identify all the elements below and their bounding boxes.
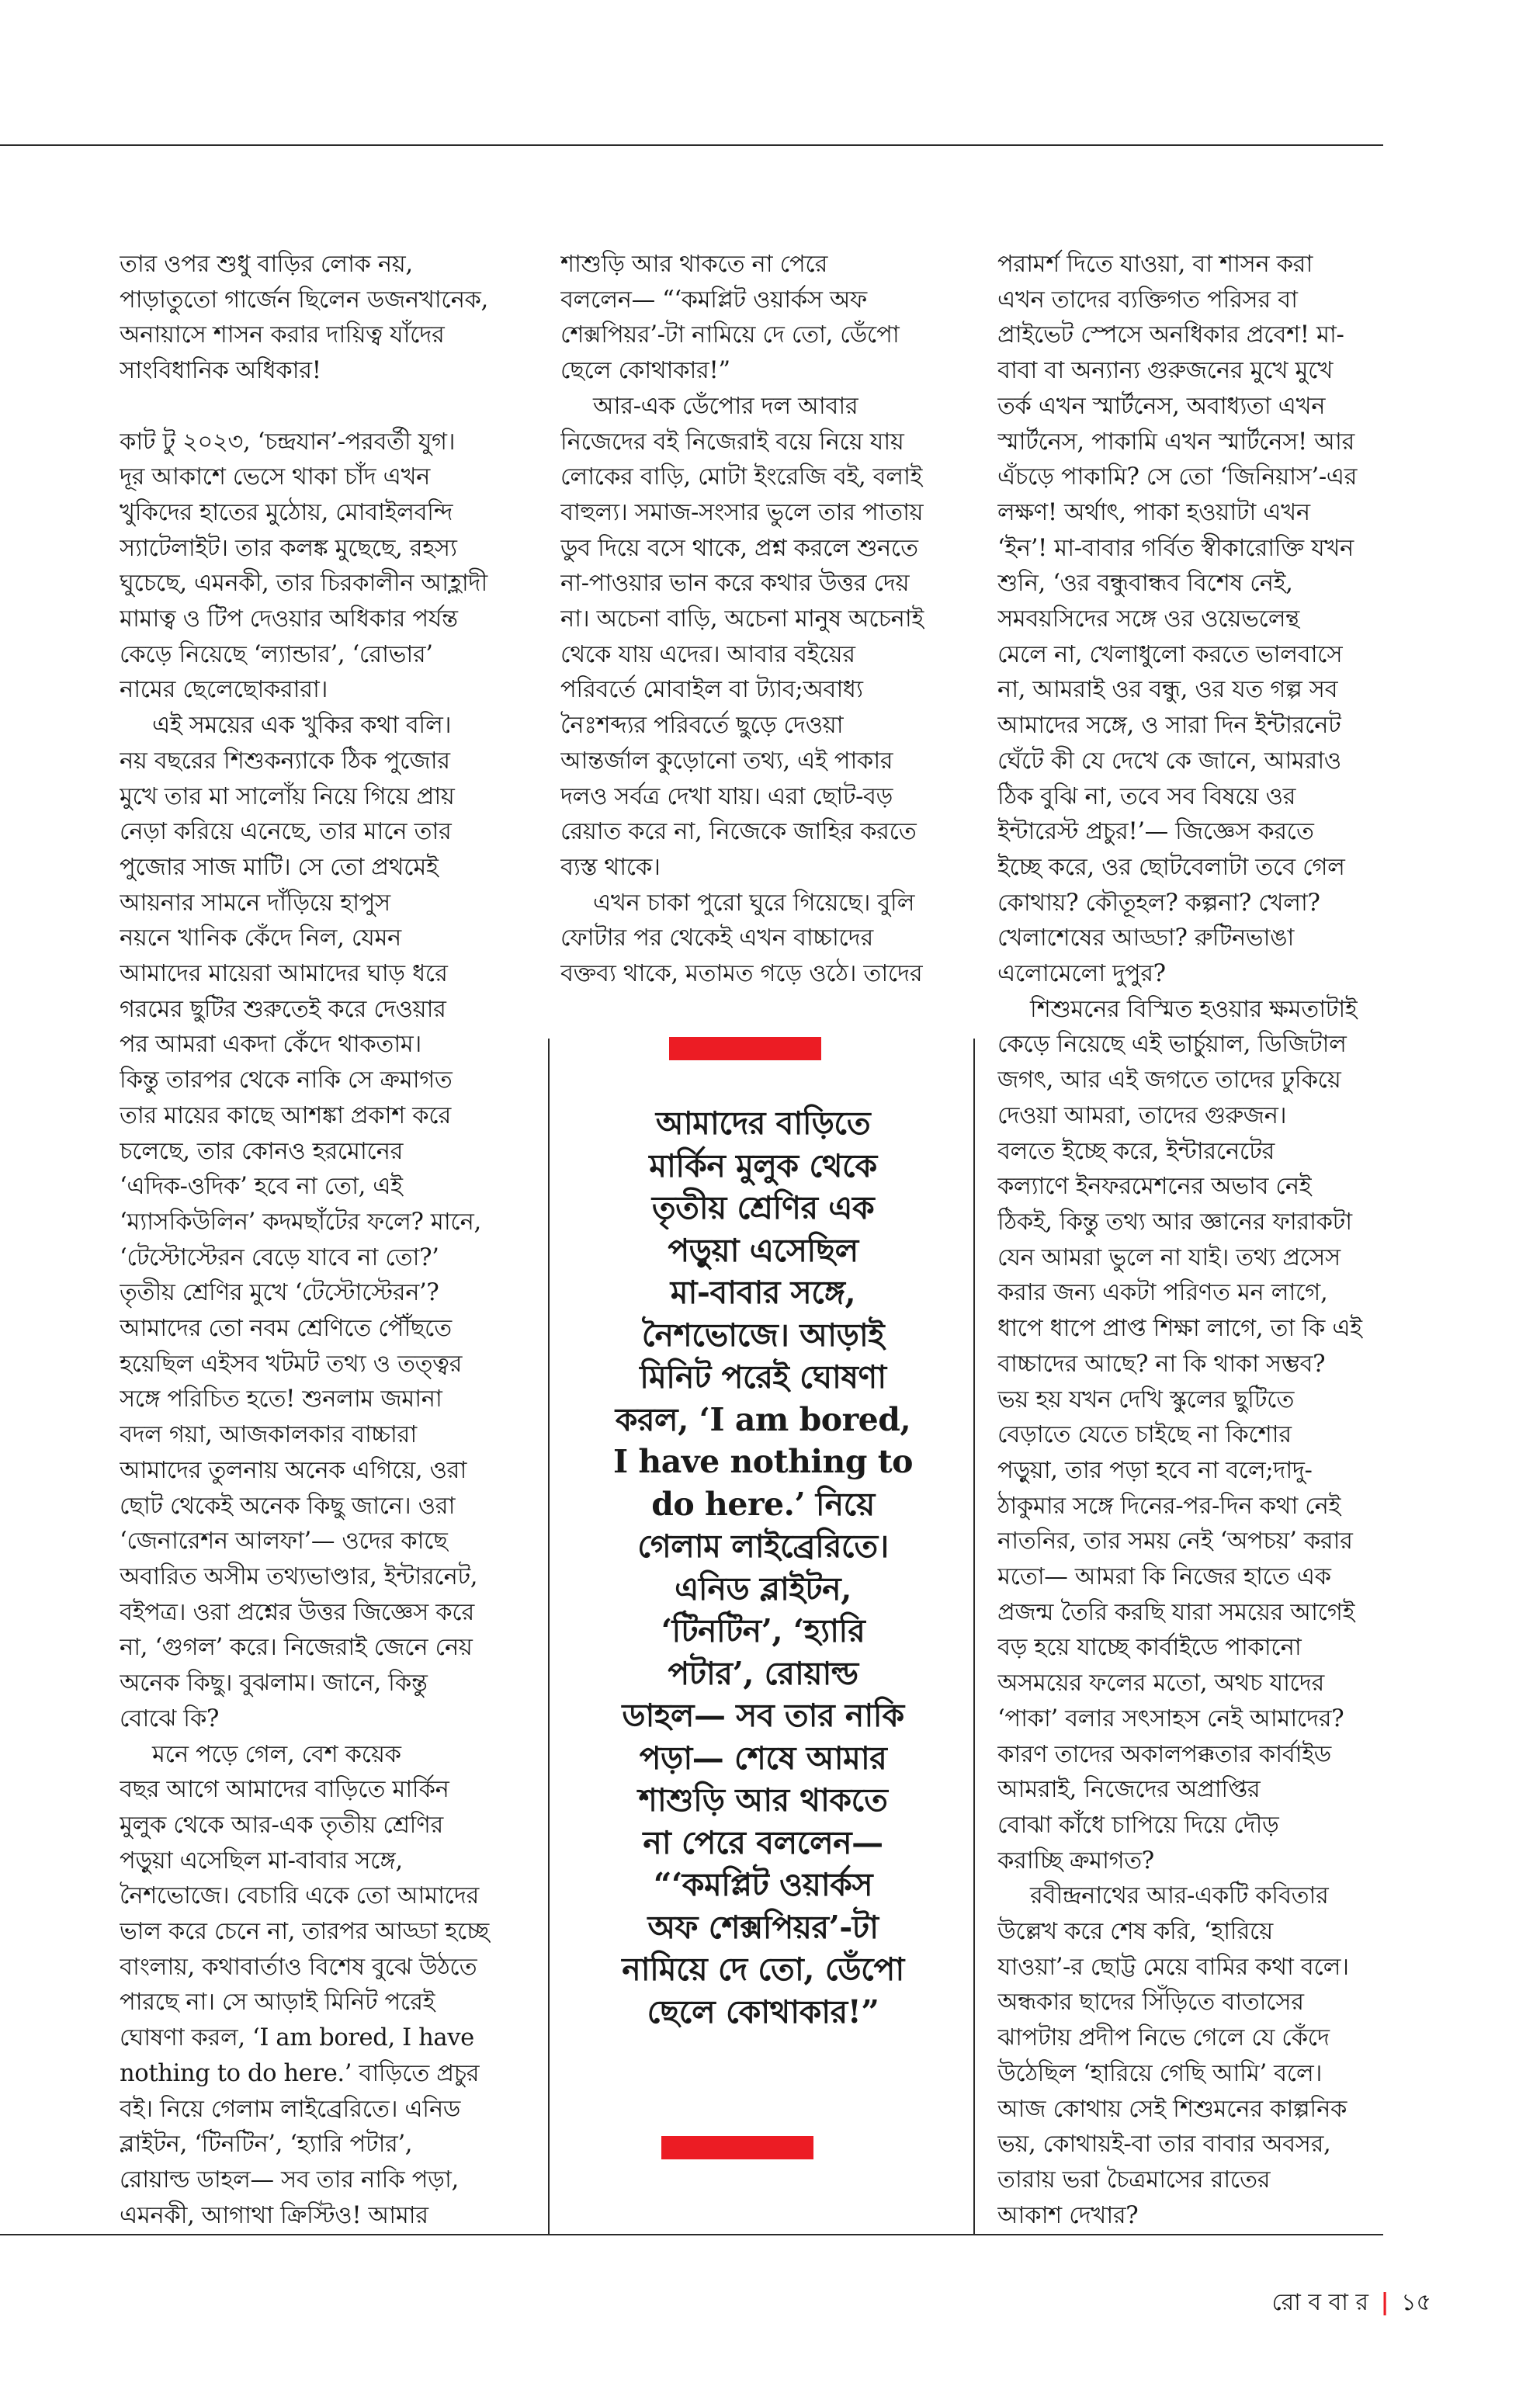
- pullquote-line: তৃতীয় শ্রেণির এক: [651, 1189, 875, 1226]
- text-line: ভয়, কোথায়ই-বা তার বাবার অবসর,: [997, 2131, 1331, 2159]
- pullquote-line: I have nothing to: [612, 1443, 914, 1480]
- column-divider: [548, 1039, 550, 2234]
- text-line: নয় বছরের শিশুকন্যাকে ঠিক পুজোর: [120, 747, 450, 775]
- article-column-2: [560, 247, 962, 992]
- text-line: এলোমেলো দুপুর?: [997, 960, 1166, 988]
- text-line: কোথায়? কৌতূহল? কল্পনা? খেলা?: [997, 889, 1320, 917]
- text-line: পরিবর্তে মোবাইল বা ট্যাব;অবাধ্য: [560, 676, 863, 704]
- text-line: শিশুমনের বিস্মিত হওয়ার ক্ষমতাটাই: [1030, 995, 1358, 1023]
- text-line: বাচ্চাদের আছে? না কি থাকা সম্ভব?: [997, 1350, 1326, 1378]
- text-line: ‘এদিক-ওদিক’ হবে না তো, এই: [120, 1173, 403, 1201]
- text-line: পুজোর সাজ মাটি। সে তো প্রথমেই: [120, 853, 439, 881]
- text-line: গরমের ছুটির শুরুতেই করে দেওয়ার: [120, 995, 446, 1023]
- text-line: ঠিক বুঝি না, তবে সব বিষয়ে ওর: [997, 782, 1296, 810]
- text-line: ভাল করে চেনে না, তারপর আড্ডা হচ্ছে: [120, 1918, 489, 1946]
- pullquote-line: নামিয়ে দে তো, ডেঁপো: [622, 1951, 904, 1988]
- text-line: নয়নে খানিক কেঁদে নিল, যেমন: [120, 924, 401, 952]
- text-line: পাড়াতুতো গার্জেন ছিলেন ডজনখানেক,: [120, 286, 488, 314]
- text-line: না-পাওয়ার ভান করে কথার উত্তর দেয়: [560, 570, 910, 598]
- page-number: ১৫: [1401, 2289, 1431, 2316]
- text-line: খুকিদের হাতের মুঠোয়, মোবাইলবন্দি: [120, 498, 453, 526]
- text-line: পরামর্শ দিতে যাওয়া, বা শাসন করা: [997, 251, 1313, 278]
- text-line: তৃতীয় শ্রেণির মুখে ‘টেস্টোস্টেরন’?: [120, 1279, 439, 1307]
- pullquote-line: do here.’ নিয়ে: [651, 1485, 875, 1523]
- text-line: ব্যস্ত থাকে।: [560, 853, 661, 881]
- text-line: অসময়ের ফলের মতো, অথচ যাদের: [997, 1670, 1324, 1698]
- text-line: এখন তাদের ব্যক্তিগত পরিসর বা: [997, 286, 1298, 314]
- text-line: বদল গয়া, আজকালকার বাচ্চারা: [120, 1421, 417, 1449]
- text-line: আমরাই, নিজেদের অপ্রাপ্তির: [997, 1776, 1261, 1804]
- text-line: nothing to do here.’ বাড়িতে প্রচুর: [120, 2059, 480, 2087]
- text-line: এঁচড়ে পাকামি? সে তো ‘জিনিয়াস’-এর: [997, 463, 1358, 491]
- text-line: ধাপে ধাপে প্রাপ্ত শিক্ষা লাগে, তা কি এই: [997, 1315, 1362, 1343]
- paragraph-gap: [120, 389, 529, 425]
- text-line: লক্ষণ! অর্থাৎ, পাকা হওয়াটা এখন: [997, 498, 1310, 526]
- text-line: বাবা বা অন্যান্য গুরুজনের মুখে মুখে: [997, 357, 1334, 385]
- text-line: ‘পাকা’ বলার সৎসাহস নেই আমাদের?: [997, 1705, 1344, 1732]
- text-line: রেয়াত করে না, নিজেকে জাহির করতে: [560, 818, 917, 846]
- text-line: নিজেদের বই নিজেরাই বয়ে নিয়ে যায়: [560, 428, 904, 456]
- magazine-name: রো ব বা র: [1271, 2289, 1369, 2316]
- pullquote-line: ‘টিনটিন’, ‘হ্যারি: [661, 1612, 865, 1649]
- text-line: পড়ুয়া এসেছিল মা-বাবার সঙ্গে,: [120, 1847, 403, 1875]
- text-line: করাচ্ছি ক্রমাগত?: [997, 1847, 1154, 1875]
- article-column-1: [120, 247, 529, 2233]
- pullquote-line: মিনিট পরেই ঘোষণা: [640, 1358, 886, 1396]
- text-line: বেড়াতে যেতে চাইছে না কিশোর: [997, 1421, 1292, 1449]
- pullquote-line: মার্কিন মুলুক থেকে: [649, 1146, 877, 1184]
- pullquote-line: পড়ুয়া এসেছিল: [668, 1231, 858, 1269]
- text-line: পারছে না। সে আড়াই মিনিট পরেই: [120, 1989, 435, 2017]
- text-line: নামের ছেলেছোকরারা।: [120, 676, 328, 704]
- text-line: এমনকী, আগাথা ক্রিস্টিও! আমার: [120, 2201, 428, 2229]
- text-line: কল্যাণে ইনফরমেশনের অভাব নেই: [997, 1173, 1312, 1201]
- text-line: ইন্টারেস্ট প্রচুর!’— জিজ্ঞেস করতে: [997, 818, 1314, 846]
- text-line: এই সময়ের এক খুকির কথা বলি।: [152, 712, 452, 740]
- column-divider: [973, 1039, 975, 2234]
- text-line: ‘ম্যাসকিউলিন’ কদমছাঁটের ফলে? মানে,: [120, 1208, 481, 1236]
- text-line: না, আমরাই ওর বন্ধু, ওর যত গল্প সব: [997, 676, 1338, 704]
- pullquote-bottom-accent-bar: [661, 2136, 813, 2159]
- text-line: আন্তর্জাল কুড়োনো তথ্য, এই পাকার: [560, 747, 893, 775]
- pullquote-line: করল, ‘I am bored,: [615, 1400, 911, 1438]
- text-line: খেলাশেষের আড্ডা? রুটিনভাঙা: [997, 924, 1294, 952]
- text-line: অন্ধকার ছাদের সিঁড়িতে বাতাসের: [997, 1989, 1304, 2017]
- text-line: না। অচেনা বাড়ি, অচেনা মানুষ অচেনাই: [560, 605, 924, 633]
- text-line: ঝাপটায় প্রদীপ নিভে গেলে যে কেঁদে: [997, 2024, 1330, 2052]
- text-line: তার মায়ের কাছে আশঙ্কা প্রকাশ করে: [120, 1101, 451, 1129]
- text-line: আমাদের তো নবম শ্রেণিতে পৌঁছতে: [120, 1315, 452, 1343]
- text-line: নাতনির, তার সময় নেই ‘অপচয়’ করার: [997, 1528, 1353, 1555]
- text-line: শুনি, ‘ওর বন্ধুবান্ধব বিশেষ নেই,: [997, 570, 1293, 598]
- text-line: প্রজন্ম তৈরি করছি যারা সময়ের আগেই: [997, 1598, 1355, 1626]
- text-line: তার ওপর শুধু বাড়ির লোক নয়,: [120, 251, 413, 278]
- footer-separator: |: [1380, 2289, 1389, 2316]
- text-line: তর্ক এখন স্মার্টনেস, অবাধ্যতা এখন: [997, 392, 1326, 420]
- text-line: ঘোষণা করল, ‘I am bored, I have: [120, 2024, 474, 2052]
- text-line: দলও সর্বত্র দেখা যায়। এরা ছোট-বড়: [560, 782, 893, 810]
- text-line: ভয় হয় যখন দেখি স্কুলের ছুটিতে: [997, 1386, 1295, 1413]
- text-line: কেড়ে নিয়েছে এই ভার্চুয়াল, ডিজিটাল: [997, 1031, 1347, 1059]
- text-line: বাহুল্য। সমাজ-সংসার ভুলে তার পাতায়: [560, 498, 924, 526]
- text-line: কেড়ে নিয়েছে ‘ল্যান্ডার’, ‘রোভার’: [120, 640, 433, 668]
- text-line: ডুব দিয়ে বসে থাকে, প্রশ্ন করলে শুনতে: [560, 534, 918, 562]
- text-line: স্মার্টনেস, পাকামি এখন স্মার্টনেস! আর: [997, 428, 1354, 456]
- bottom-rule: [0, 2234, 1383, 2235]
- text-line: ছোট থেকেই অনেক কিছু জানে। ওরা: [120, 1492, 456, 1520]
- pullquote-line: শাশুড়ি আর থাকতে: [638, 1781, 888, 1819]
- text-line: মুলুক থেকে আর-এক তৃতীয় শ্রেণির: [120, 1811, 443, 1839]
- text-line: উল্লেখ করে শেষ করি, ‘হারিয়ে: [997, 1918, 1273, 1946]
- article-column-3: [997, 247, 1403, 2233]
- text-line: মতো— আমরা কি নিজের হাতে এক: [997, 1563, 1331, 1591]
- text-line: বছর আগে আমাদের বাড়িতে মার্কিন: [120, 1776, 449, 1804]
- text-line: মামাত্ব ও টিপ দেওয়ার অধিকার পর্যন্ত: [120, 605, 458, 633]
- pullquote-line: গেলাম লাইব্রেরিতে।: [637, 1528, 889, 1565]
- text-line: আমাদের মায়েরা আমাদের ঘাড় ধরে: [120, 960, 448, 988]
- text-line: ইচ্ছে করে, ওর ছোটবেলাটা তবে গেল: [997, 853, 1345, 881]
- text-line: ঠিকই, কিন্তু তথ্য আর জ্ঞানের ফারাকটা: [997, 1208, 1352, 1236]
- text-line: ঘুচেছে, এমনকী, তার চিরকালীন আহ্লাদী: [120, 570, 487, 598]
- pullquote-line: নৈশভোজে। আড়াই: [641, 1316, 885, 1354]
- text-line: বক্তব্য থাকে, মতামত গড়ে ওঠে। তাদের: [560, 960, 923, 988]
- text-line: সঙ্গে পরিচিত হতে! শুনলাম জমানা: [120, 1386, 442, 1413]
- text-line: যেন আমরা ভুলে না যাই। তথ্য প্রসেস: [997, 1243, 1341, 1271]
- text-line: পড়ুয়া, তার পড়া হবে না বলে;দাদু-: [997, 1456, 1313, 1484]
- pullquote-line: ডাহল— সব তার নাকি: [622, 1697, 904, 1734]
- text-line: বোঝে কি?: [120, 1705, 220, 1732]
- text-line: ‘ইন’! মা-বাবার গর্বিত স্বীকারোক্তি যখন: [997, 534, 1354, 562]
- text-line: আজ কোথায় সেই শিশুমনের কাল্পনিক: [997, 2095, 1347, 2123]
- text-line: ঘেঁটে কী যে দেখে কে জানে, আমরাও: [997, 747, 1341, 775]
- text-line: আর-এক ডেঁপোর দল আবার: [593, 392, 858, 420]
- text-line: উঠেছিল ‘হারিয়ে গেছি আমি’ বলে।: [997, 2059, 1322, 2087]
- text-line: কাট টু ২০২৩, ‘চন্দ্রযান’-পরবর্তী যুগ।: [120, 428, 456, 456]
- text-line: মনে পড়ে গেল, বেশ কয়েক: [152, 1740, 401, 1768]
- text-line: এখন চাকা পুরো ঘুরে গিয়েছে। বুলি: [593, 889, 915, 917]
- text-line: বড় হয়ে যাচ্ছে কার্বাইডে পাকানো: [997, 1634, 1302, 1662]
- text-line: অবারিত অসীম তথ্যভাণ্ডার, ইন্টারনেট,: [120, 1563, 478, 1590]
- text-line: চলেছে, তার কোনও হরমোনের: [120, 1137, 404, 1165]
- text-line: পর আমরা একদা কেঁদে থাকতাম।: [120, 1031, 421, 1059]
- pullquote-line: অফ শেক্সপিয়র’-টা: [647, 1908, 879, 1946]
- text-line: প্রাইভেট স্পেসে অনধিকার প্রবেশ! মা-: [997, 321, 1344, 349]
- text-line: অনায়াসে শাসন করার দায়িত্ব যাঁদের: [120, 321, 445, 349]
- pullquote: [565, 1102, 961, 2033]
- text-line: স্যাটেলাইট। তার কলঙ্ক মুছেছে, রহস্য: [120, 534, 457, 562]
- text-line: রোয়াল্ড ডাহল— সব তার নাকি পড়া,: [120, 2166, 459, 2194]
- text-line: বাংলায়, কথাবার্তাও বিশেষ বুঝে উঠতে: [120, 1953, 477, 1981]
- pullquote-line: পটার’, রোয়াল্ড: [668, 1654, 858, 1692]
- text-line: মেলে না, খেলাধুলো করতে ভালবাসে: [997, 640, 1343, 668]
- top-rule: [0, 144, 1383, 146]
- pullquote-line: “‘কমপ্লিট ওয়ার্কস: [653, 1866, 873, 1903]
- text-line: নৈঃশব্দ্যর পরিবর্তে ছুড়ে দেওয়া: [560, 712, 844, 740]
- text-line: আয়নার সামনে দাঁড়িয়ে হাপুস: [120, 889, 390, 917]
- text-line: লোকের বাড়ি, মোটা ইংরেজি বই, বলাই: [560, 463, 923, 491]
- text-line: ঠাকুমার সঙ্গে দিনের-পর-দিন কথা নেই: [997, 1492, 1341, 1520]
- text-line: আমাদের সঙ্গে, ও সারা দিন ইন্টারনেট: [997, 712, 1341, 740]
- pullquote-line: আমাদের বাড়িতে: [655, 1105, 871, 1142]
- text-line: ‘জেনারেশন আলফা’— ওদের কাছে: [120, 1528, 448, 1555]
- text-line: আমাদের তুলনায় অনেক এগিয়ে, ওরা: [120, 1456, 467, 1484]
- text-line: না, ‘গুগল’ করে। নিজেরাই জেনে নেয়: [120, 1634, 473, 1662]
- pullquote-line: না পেরে বললেন—: [643, 1823, 883, 1861]
- text-line: দূর আকাশে ভেসে থাকা চাঁদ এখন: [120, 463, 431, 491]
- text-line: করার জন্য একটা পরিণত মন লাগে,: [997, 1279, 1328, 1307]
- pullquote-top-accent-bar: [669, 1037, 821, 1060]
- pullquote-line: মা-বাবার সঙ্গে,: [670, 1274, 856, 1311]
- text-line: অনেক কিছু। বুঝলাম। জানে, কিন্তু: [120, 1670, 428, 1698]
- page-footer: [1271, 2284, 1431, 2323]
- text-line: ফোটার পর থেকেই এখন বাচ্চাদের: [560, 924, 873, 952]
- text-line: থেকে যায় এদের। আবার বইয়ের: [560, 640, 855, 668]
- text-line: মুখে তার মা সালোঁয় নিয়ে গিয়ে প্রায়: [120, 782, 455, 810]
- text-line: শাশুড়ি আর থাকতে না পেরে: [560, 251, 828, 278]
- text-line: বই। নিয়ে গেলাম লাইব্রেরিতে। এনিড: [120, 2095, 461, 2123]
- text-line: বলতে ইচ্ছে করে, ইন্টারনেটের: [997, 1137, 1275, 1165]
- text-line: সাংবিধানিক অধিকার!: [120, 357, 321, 385]
- text-line: আকাশ দেখার?: [997, 2201, 1139, 2229]
- text-line: বইপত্র। ওরা প্রশ্নের উত্তর জিজ্ঞেস করে: [120, 1598, 474, 1626]
- text-line: ‘টেস্টোস্টেরন বেড়ে যাবে না তো?’: [120, 1243, 439, 1271]
- text-line: জগৎ, আর এই জগতে তাদের ঢুকিয়ে: [997, 1066, 1341, 1094]
- text-line: নেড়া করিয়ে এনেছে, তার মানে তার: [120, 818, 452, 846]
- text-line: শেক্সপিয়র’-টা নামিয়ে দে তো, ডেঁপো: [560, 321, 900, 349]
- text-line: বললেন— “‘কমপ্লিট ওয়ার্কস অফ: [560, 286, 867, 314]
- text-line: দেওয়া আমরা, তাদের গুরুজন।: [997, 1101, 1287, 1129]
- text-line: হয়েছিল এইসব খটমট তথ্য ও তত্ত্বর: [120, 1350, 462, 1378]
- pullquote-line: ছেলে কোথাকার!”: [647, 1992, 879, 2031]
- text-line: সমবয়সিদের সঙ্গে ওর ওয়েভলেন্থ: [997, 605, 1299, 633]
- text-line: যাওয়া’-র ছোট্ট মেয়ে বামির কথা বলে।: [997, 1953, 1349, 1981]
- text-line: কারণ তাদের অকালপক্কতার কার্বাইড: [997, 1740, 1331, 1768]
- text-line: ছেলে কোথাকার!”: [560, 357, 730, 385]
- pullquote-line: পড়া— শেষে আমার: [639, 1739, 887, 1777]
- text-line: ব্লাইটন, ‘টিনটিন’, ‘হ্যারি পটার’,: [120, 2131, 413, 2159]
- text-line: বোঝা কাঁধে চাপিয়ে দিয়ে দৌড়: [997, 1811, 1279, 1839]
- text-line: কিন্তু তারপর থেকে নাকি সে ক্রমাগত: [120, 1066, 453, 1094]
- text-line: নৈশভোজে। বেচারি একে তো আমাদের: [120, 1882, 479, 1910]
- text-line: রবীন্দ্রনাথের আর-একটি কবিতার: [1030, 1882, 1329, 1910]
- pullquote-line: এনিড ব্লাইটন,: [675, 1569, 852, 1607]
- text-line: তারায় ভরা চৈত্রমাসের রাতের: [997, 2166, 1271, 2194]
